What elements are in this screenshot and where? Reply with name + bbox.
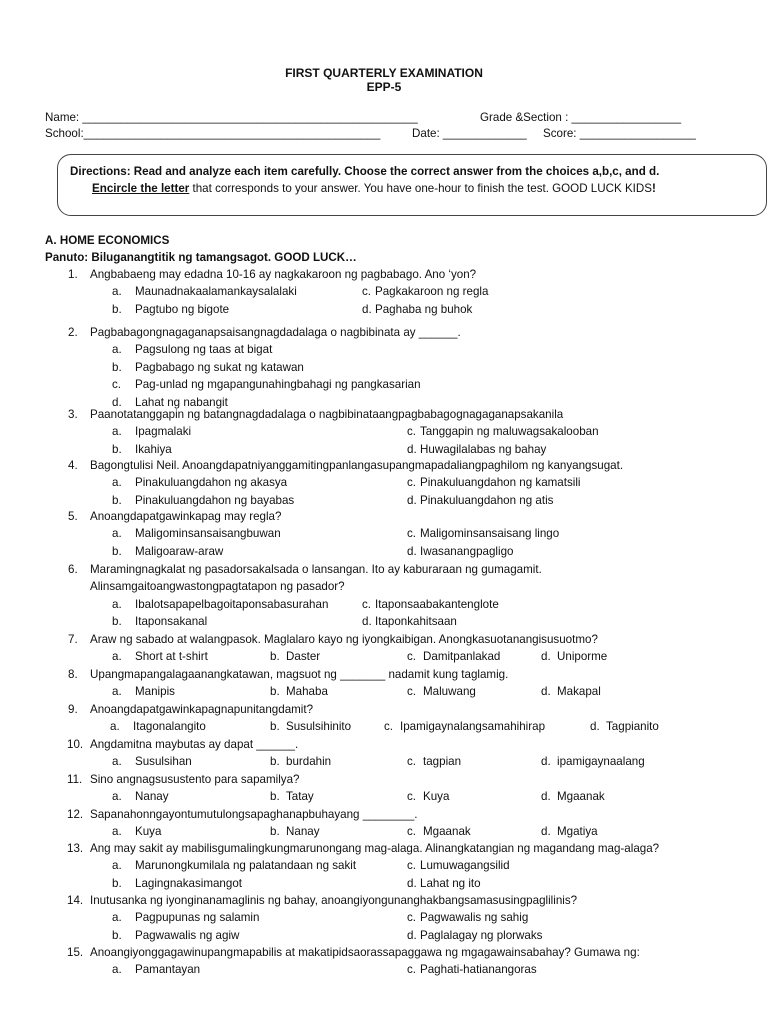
choice-letter[interactable]: b. [112,360,122,374]
choice-text: Ikahiya [135,442,172,456]
choice-letter[interactable]: a. [112,859,122,873]
choice-text: Huwagilalabas ng bahay [420,442,547,456]
choice-text: Maligominsansaisang lingo [420,527,560,541]
choice-text: ipamigaynaalang [557,755,645,769]
grade-section-field[interactable]: Grade &Section : _________________ [480,111,682,124]
question-number: 13. [67,842,84,855]
question-number: 14. [67,894,84,907]
name-field[interactable]: Name: ____________________________________________________ [45,111,418,124]
question-text: Inutusanka ng iyonginanamaglinis ng bahay, anoangiyongunanghakbangsamasusingpaglilinis? [90,894,578,907]
question-text: Anoangiyonggagawinupangmapabilis at makatipidsaorassapaggawa ng mgagawainsabahay? Gumawa ng: [90,946,640,959]
question-number: 11. [67,773,83,786]
choice-text: Nanay [135,790,169,804]
choice-letter[interactable]: b. [270,790,280,804]
choice-text: Short at t-shirt [135,650,208,664]
choice-letter[interactable]: c. [407,963,417,977]
choice-text: burdahin [286,755,332,769]
choice-text: Kuya [135,825,162,839]
question-text: Maramingnagkalat ng pasadorsakalsada o lansangan. Ito ay kaburaraan ng gumagamit. [90,563,542,576]
choice-letter[interactable]: b. [270,755,280,769]
choice-text: Pagsulong ng taas at bigat [135,343,273,357]
choice-letter[interactable]: d. [407,544,417,558]
choice-letter[interactable]: c. [407,527,417,541]
question-text: Pagbabagongnagaganapsaisangnagdadalaga o nagbibinata ay ______. [90,326,461,339]
choice-letter[interactable]: a. [112,790,122,804]
choice-text: Mahaba [286,685,328,699]
directions-emphasis: Encircle the letter [92,182,190,195]
choice-letter[interactable]: a. [112,476,122,490]
choice-text: Itaponkahitsaan [375,615,457,629]
choice-text: Maligominsansaisangbuwan [135,527,281,541]
choice-text: Maunadnakaalamankaysalalaki [135,285,297,299]
choice-letter[interactable]: a. [112,963,122,977]
choice-letter[interactable]: a. [112,343,122,357]
question-number: 9. [68,703,78,716]
choice-text: Uniporme [557,650,608,664]
choice-letter[interactable]: a. [112,825,122,839]
choice-letter[interactable]: c. [407,825,417,839]
choice-letter[interactable]: c. [112,378,122,392]
school-field[interactable]: School:______________________________________________ [45,127,381,140]
choice-letter[interactable]: d. [541,825,551,839]
choice-text: Marunongkumilala ng palatandaan ng sakit [135,859,357,873]
choice-letter[interactable]: c. [384,720,394,734]
choice-letter[interactable]: c. [407,755,417,769]
choice-letter[interactable]: a. [112,285,122,299]
choice-text: Kuya [423,790,450,804]
choice-letter[interactable]: a. [112,755,122,769]
choice-text: Tatay [286,790,314,804]
choice-letter[interactable]: c. [407,685,417,699]
choice-text: Pinakuluangdahon ng bayabas [135,493,295,507]
panuto: Panuto: Biluganangtitik ng tamangsagot. GOOD LUCK… [45,251,357,264]
choice-letter[interactable]: d. [362,302,372,316]
question-text: Ang may sakit ay mabilisgumalingkungmarunongang mag-alaga. Alinangkatangian ng magandang mag-alaga? [90,842,660,855]
choice-text: Lagingnakasimangot [135,876,242,890]
question-number: 8. [68,668,78,681]
choice-letter[interactable]: b. [112,876,122,890]
choice-letter[interactable]: d. [590,720,600,734]
question-number: 4. [68,459,78,472]
choice-letter[interactable]: a. [112,911,122,925]
choice-letter[interactable]: d. [407,928,417,942]
choice-letter[interactable]: c. [407,790,417,804]
choice-text: Tanggapin ng maluwagsakalooban [420,425,599,439]
choice-text: Paghati-hatianangoras [420,963,537,977]
question-number: 1. [68,268,78,281]
choice-letter[interactable]: b. [112,302,122,316]
directions-line-2 [92,182,656,195]
question-text: Upangmapangalagaanangkatawan, magsuot ng _______ nadamit kung taglamig. [90,668,509,681]
choice-letter[interactable]: d. [407,493,417,507]
choice-letter[interactable]: c. [362,285,372,299]
directions-rest: that corresponds to your answer. You have one-hour to finish the test. GOOD LUCK KIDS [189,182,653,195]
choice-letter[interactable]: d. [112,395,122,409]
choice-text: Pagwawalis ng agiw [135,928,240,942]
choice-text: Pagkakaroon ng regla [375,285,489,299]
question-text-continued: Alinsamgaitoangwastongpagtatapon ng pasador? [90,580,345,594]
choice-letter[interactable]: b. [112,928,122,942]
choice-letter[interactable]: c. [407,650,417,664]
question-text: Sino angnagsusustento para sapamilya? [90,773,300,786]
question-text: Anoangdapatgawinkapagnapunitangdamit? [90,703,314,716]
choice-text: Iwasanangpagligo [420,544,514,558]
question-text: Angbabaeng may edadna 10-16 ay nagkakaroon ng pagbabago. Ano ‘yon? [90,268,477,281]
choice-letter[interactable]: b. [112,615,122,629]
question-text: Bagongtulisi Neil. Anoangdapatniyanggamitingpanlangasupangmapadaliangpaghilom ng kanyangsugat. [90,459,624,472]
choice-text: Daster [286,650,321,664]
question-number: 2. [68,326,78,339]
question-number: 10. [67,738,84,751]
choice-text: Paglalagay ng plorwaks [420,928,543,942]
choice-letter[interactable]: b. [112,544,122,558]
section-heading: A. HOME ECONOMICS [45,234,170,247]
question-number: 6. [68,563,78,576]
exam-subject: EPP-5 [366,80,402,94]
choice-text: Ipamigaynalangsamahihirap [400,720,546,734]
choice-text: Paghaba ng buhok [375,302,473,316]
choice-text: Itaponsakanal [135,615,208,629]
choice-text: Damitpanlakad [423,650,501,664]
choice-letter[interactable]: a. [112,597,122,611]
choice-letter[interactable]: c. [407,476,417,490]
directions-end: ! [652,182,656,195]
choice-letter[interactable]: c. [407,425,417,439]
choice-text: Mgatiya [557,825,598,839]
directions-line-1: Directions: Read and analyze each item carefully. Choose the correct answer from the choices a,b,c, and d. [70,165,660,178]
question-number: 12. [67,808,84,821]
choice-text: Pagpupunas ng salamin [135,911,260,925]
choice-text: Ipagmalaki [135,425,192,439]
choice-letter[interactable]: d. [362,615,372,629]
choice-letter[interactable]: b. [112,493,122,507]
question-text: Sapanahonngayontumutulongsapaghanapbuhayang ________. [90,808,418,821]
score-field[interactable]: Score: __________________ [543,127,696,140]
choice-text: Nanay [286,825,320,839]
choice-letter[interactable]: a. [110,720,120,734]
choice-letter[interactable]: c. [407,859,417,873]
choice-text: Pinakuluangdahon ng akasya [135,476,288,490]
choice-text: Pinakuluangdahon ng atis [420,493,554,507]
choice-text: Lahat ng nabangit [135,395,228,409]
choice-text: Tagpianito [606,720,659,734]
choice-letter[interactable]: a. [112,650,122,664]
question-text: Anoangdapatgawinkapag may regla? [90,510,282,523]
choice-text: Maligoaraw-araw [135,544,224,558]
question-text: Paanotatanggapin ng batangnagdadalaga o nagbibinataangpagbabagognagaganapsakanila [90,408,564,421]
choice-letter[interactable]: b. [270,825,280,839]
date-field[interactable]: Date: _____________ [412,127,527,140]
choice-letter[interactable]: b. [270,720,280,734]
choice-letter[interactable]: d. [407,876,417,890]
choice-text: Pagwawalis ng sahig [420,911,529,925]
question-number: 3. [68,408,78,421]
choice-text: Pinakuluangdahon ng kamatsili [420,476,581,490]
choice-text: Ibalotsapapelbagoitaponsabasurahan [135,597,329,611]
choice-text: Itaponsaabakantenglote [375,597,499,611]
question-number: 5. [68,510,78,523]
choice-letter[interactable]: a. [112,425,122,439]
choice-letter[interactable]: b. [112,442,122,456]
choice-text: Maluwang [423,685,476,699]
question-text: Araw ng sabado at walangpasok. Maglalaro kayo ng iyongkaibigan. Anongkasuotanangisusuotmo? [90,633,598,646]
choice-text: tagpian [423,755,462,769]
choice-text: Makapal [557,685,601,699]
choice-letter[interactable]: b. [270,650,280,664]
choice-letter[interactable]: d. [407,442,417,456]
choice-letter[interactable]: c. [407,911,417,925]
choice-text: Mgaanak [423,825,471,839]
choice-text: Itagonalangito [133,720,206,734]
choice-text: Susulsihan [135,755,192,769]
choice-text: Pag-unlad ng mgapangunahingbahagi ng pangkasarian [135,378,421,392]
question-number: 7. [68,633,78,646]
choice-letter[interactable]: d. [541,755,551,769]
exam-title: FIRST QUARTERLY EXAMINATION [285,66,483,80]
choice-letter[interactable]: d. [541,685,551,699]
choice-text: Mgaanak [557,790,605,804]
choice-text: Pagtubo ng bigote [135,302,230,316]
choice-letter[interactable]: a. [112,685,122,699]
choice-text: Lumuwagangsilid [420,859,510,873]
choice-letter[interactable]: d. [541,790,551,804]
question-number: 15. [67,946,84,959]
choice-text: Pagbabago ng sukat ng katawan [135,360,304,374]
choice-letter[interactable]: c. [362,597,372,611]
choice-letter[interactable]: b. [270,685,280,699]
choice-text: Lahat ng ito [420,876,481,890]
choice-text: Susulsihinito [286,720,352,734]
choice-text: Pamantayan [135,963,201,977]
question-text: Angdamitna maybutas ay dapat ______. [90,738,299,751]
choice-letter[interactable]: d. [541,650,551,664]
choice-text: Manipis [135,685,175,699]
choice-letter[interactable]: a. [112,527,122,541]
